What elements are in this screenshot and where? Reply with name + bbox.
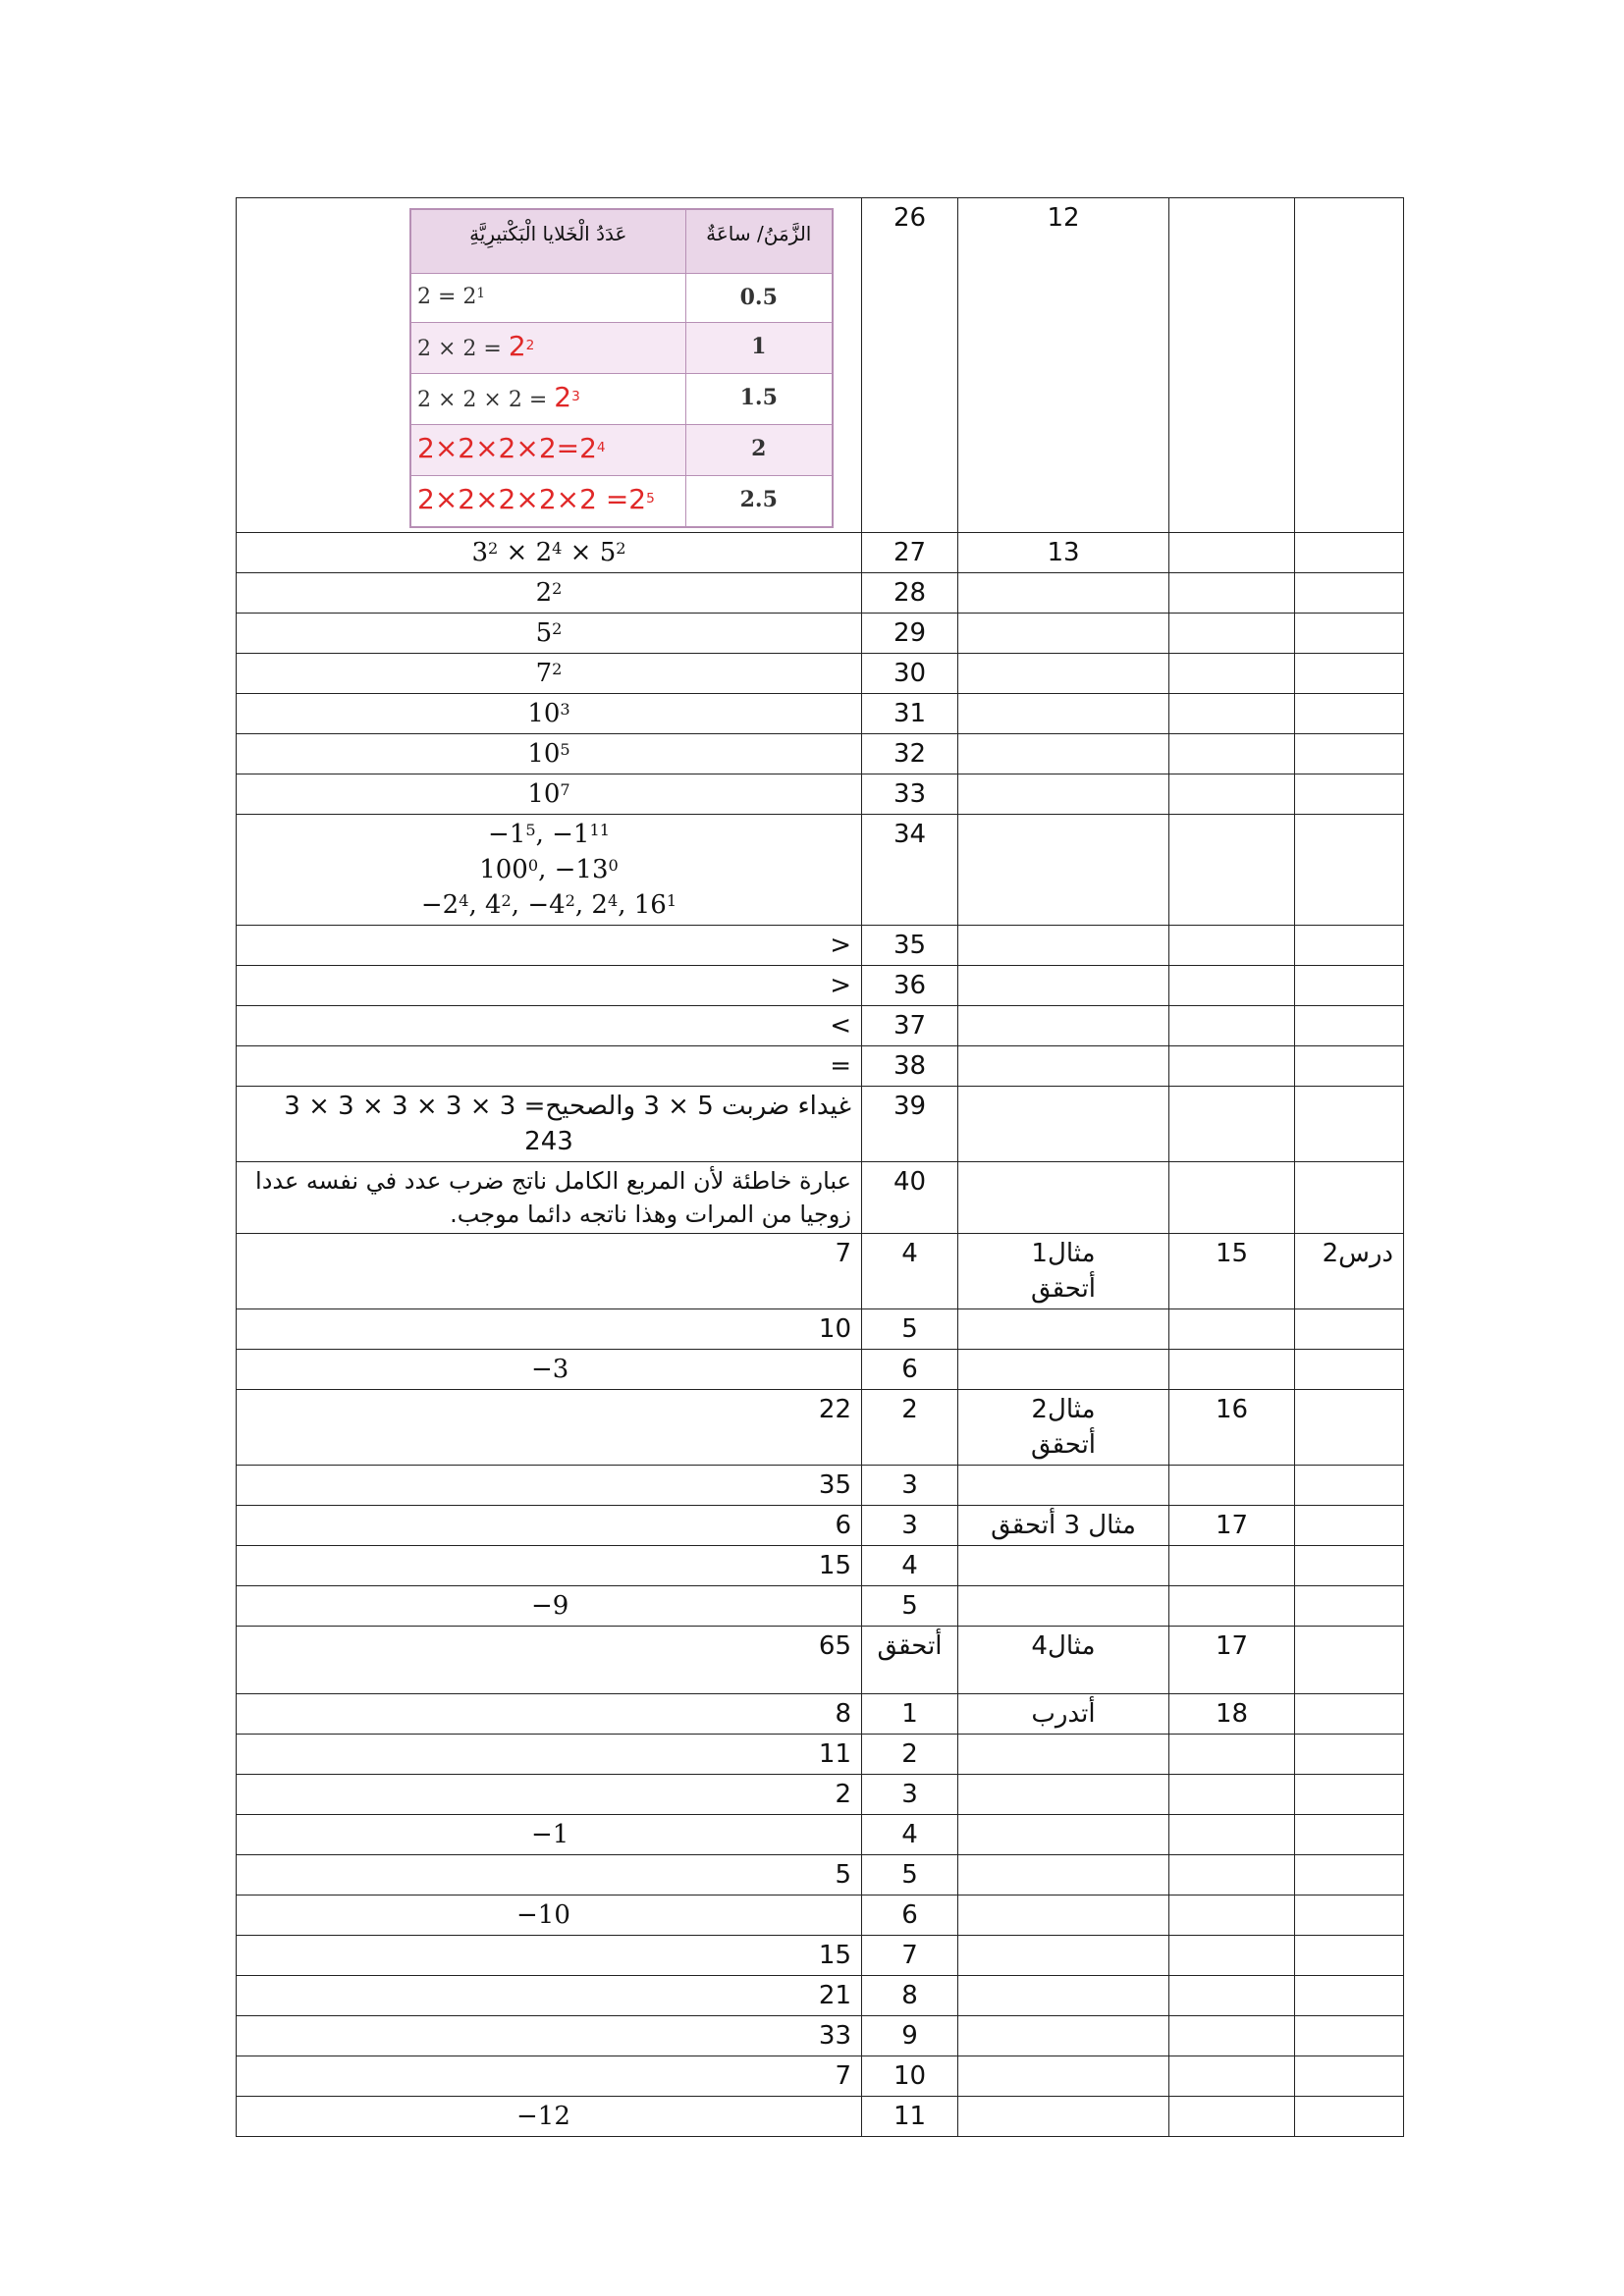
- item-label: مثال2 أتحقق: [958, 1390, 1169, 1466]
- bacteria-row: $2\times 2\times 2\times 2\times 2 =2^5$ 2.5: [410, 476, 833, 528]
- bacteria-row: $2\times 2\times 2\times 2=2^4$ 2: [410, 425, 833, 476]
- table-row: [237, 614, 1404, 654]
- answer-cell: −9: [237, 1586, 862, 1627]
- question-number: 2: [862, 1735, 958, 1775]
- table-row: [237, 1046, 1404, 1087]
- answer-cell: 5: [237, 1855, 862, 1896]
- answer-cell: 2: [237, 1775, 862, 1815]
- answer-cell: <: [237, 926, 862, 966]
- table-row: [237, 1506, 1404, 1546]
- handwritten-answer: 2: [508, 330, 526, 362]
- answer-cell: 15: [237, 1936, 862, 1976]
- question-number: 5: [862, 1586, 958, 1627]
- page-number: 17: [1169, 1627, 1295, 1694]
- question-number: 9: [862, 2016, 958, 2056]
- question-number: 28: [862, 573, 958, 614]
- table-row: [237, 1162, 1404, 1234]
- table-row: [237, 1546, 1404, 1586]
- item-label: مثال4: [958, 1627, 1169, 1694]
- question-number: 6: [862, 1350, 958, 1390]
- table-row: [237, 1466, 1404, 1506]
- question-number: 8: [862, 1976, 958, 2016]
- question-number: 6: [862, 1896, 958, 1936]
- question-number: 34: [862, 815, 958, 926]
- answer-cell: $5^2$: [237, 614, 862, 654]
- question-number: 10: [862, 2056, 958, 2097]
- question-number: 32: [862, 734, 958, 774]
- answer-cell: $2^2$: [237, 573, 862, 614]
- item-label: أتدرب: [958, 1694, 1169, 1735]
- page-number: 18: [1169, 1694, 1295, 1735]
- question-number: 3: [862, 1466, 958, 1506]
- answer-cell: 7: [237, 2056, 862, 2097]
- table-row: [237, 734, 1404, 774]
- answer-cell: 21: [237, 1976, 862, 2016]
- answer-cell: $3^2 \times 2^4 \times 5^2$: [237, 533, 862, 573]
- bacteria-row: $2 \times 2 \times 2 = 2^3$ 1.5: [410, 374, 833, 425]
- handwritten-answer: 2×2×2×2=2: [417, 432, 597, 464]
- question-number: أتحقق: [862, 1627, 958, 1694]
- table-row: [237, 1694, 1404, 1735]
- question-number: 39: [862, 1087, 958, 1162]
- answer-cell: 15: [237, 1546, 862, 1586]
- table-row: [237, 815, 1404, 926]
- answer-cell: 6: [237, 1506, 862, 1546]
- table-row: [237, 2016, 1404, 2056]
- handwritten-answer: 2: [554, 381, 572, 413]
- bacteria-header-row: [410, 209, 833, 274]
- answer-cell: −1: [237, 1815, 862, 1855]
- question-number: 26: [862, 198, 958, 533]
- table-row: [237, 1234, 1404, 1309]
- table-row: [237, 573, 1404, 614]
- table-row: [237, 1586, 1404, 1627]
- item-label: 13: [958, 533, 1169, 573]
- table-row: [237, 1735, 1404, 1775]
- table-row: [237, 654, 1404, 694]
- table-row: [237, 1775, 1404, 1815]
- table-row: [237, 1627, 1404, 1694]
- page-number: 16: [1169, 1390, 1295, 1466]
- answer-cell: غيداء ضربت 5 × 3 والصحيح= 3 × 3 × 3 × 3 × 3 243: [237, 1087, 862, 1162]
- question-number: 3: [862, 1775, 958, 1815]
- question-number: 38: [862, 1046, 958, 1087]
- table-row: [237, 1006, 1404, 1046]
- answer-cell: −12: [237, 2097, 862, 2137]
- question-number: 33: [862, 774, 958, 815]
- question-number: 5: [862, 1309, 958, 1350]
- cells-header: عَدَدُ الْخَلايا الْبَكْتيرِيَّةِ: [410, 209, 685, 274]
- answer-cell: 8: [237, 1694, 862, 1735]
- answer-cell: =: [237, 1046, 862, 1087]
- lesson-label: درس2: [1295, 1234, 1404, 1309]
- bacteria-row: $2 = 2^1$ 0.5: [410, 274, 833, 323]
- answer-cell: $10^3$: [237, 694, 862, 734]
- table-row: [237, 2097, 1404, 2137]
- question-number: 4: [862, 1815, 958, 1855]
- table-row: [237, 966, 1404, 1006]
- answer-cell: 22: [237, 1390, 862, 1466]
- answer-cell: −3: [237, 1350, 862, 1390]
- table-row: [237, 694, 1404, 734]
- answer-cell: [237, 198, 862, 533]
- answer-cell: 10: [237, 1309, 862, 1350]
- question-number: 31: [862, 694, 958, 734]
- item-label: 12: [958, 198, 1169, 533]
- question-number: 30: [862, 654, 958, 694]
- question-number: 36: [862, 966, 958, 1006]
- table-row: [237, 926, 1404, 966]
- item-label: مثال1 أتحقق: [958, 1234, 1169, 1309]
- answer-cell: $7^2$: [237, 654, 862, 694]
- question-number: 4: [862, 1546, 958, 1586]
- question-number: 37: [862, 1006, 958, 1046]
- question-number: 40: [862, 1162, 958, 1234]
- table-row: [237, 1309, 1404, 1350]
- answer-cell: 35: [237, 1466, 862, 1506]
- question-number: 29: [862, 614, 958, 654]
- question-number: 2: [862, 1390, 958, 1466]
- answer-key-table: [236, 197, 1404, 2137]
- table-row: [237, 1936, 1404, 1976]
- question-number: 27: [862, 533, 958, 573]
- page-number: 17: [1169, 1506, 1295, 1546]
- answer-cell: 65: [237, 1627, 862, 1694]
- answer-cell: >: [237, 1006, 862, 1046]
- item-label: مثال 3 أتحقق: [958, 1506, 1169, 1546]
- question-number: 5: [862, 1855, 958, 1896]
- table-row: [237, 1087, 1404, 1162]
- bacteria-table: [409, 208, 834, 528]
- answer-cell: 33: [237, 2016, 862, 2056]
- answer-cell: 7: [237, 1234, 862, 1309]
- answer-cell: 11: [237, 1735, 862, 1775]
- table-row: [237, 1896, 1404, 1936]
- answer-cell: $10^5$: [237, 734, 862, 774]
- question-number: 4: [862, 1234, 958, 1309]
- table-row: [237, 774, 1404, 815]
- answer-cell: −10: [237, 1896, 862, 1936]
- table-row: [237, 533, 1404, 573]
- page-number: 15: [1169, 1234, 1295, 1309]
- question-number: 7: [862, 1936, 958, 1976]
- answer-cell: $-1^5$, $-1^{11}$ $100^0$, $-13^0$ $-2^4$, $4^2$, $-4^2$, $2^4$, $16^1$: [237, 815, 862, 926]
- time-header: الزَّمَنُ/ ساعَةٌ: [685, 209, 833, 274]
- question-number: 35: [862, 926, 958, 966]
- answer-cell: <: [237, 966, 862, 1006]
- table-row: [237, 1390, 1404, 1466]
- bacteria-row: $2 \times 2 = 2^2$ 1: [410, 323, 833, 374]
- table-row: [237, 1976, 1404, 2016]
- table-row: [237, 2056, 1404, 2097]
- question-number: 11: [862, 2097, 958, 2137]
- table-row: [237, 1350, 1404, 1390]
- answer-cell: $10^7$: [237, 774, 862, 815]
- table-row: [237, 1855, 1404, 1896]
- table-row: [237, 198, 1404, 533]
- table-row: [237, 1815, 1404, 1855]
- question-number: 3: [862, 1506, 958, 1546]
- answer-cell: عبارة خاطئة لأن المربع الكامل ناتج ضرب عدد في نفسه عددا زوجيا من المرات وهذا ناتجه دائما موجب.: [237, 1162, 862, 1234]
- question-number: 1: [862, 1694, 958, 1735]
- handwritten-answer: 2×2×2×2×2 =2: [417, 483, 647, 515]
